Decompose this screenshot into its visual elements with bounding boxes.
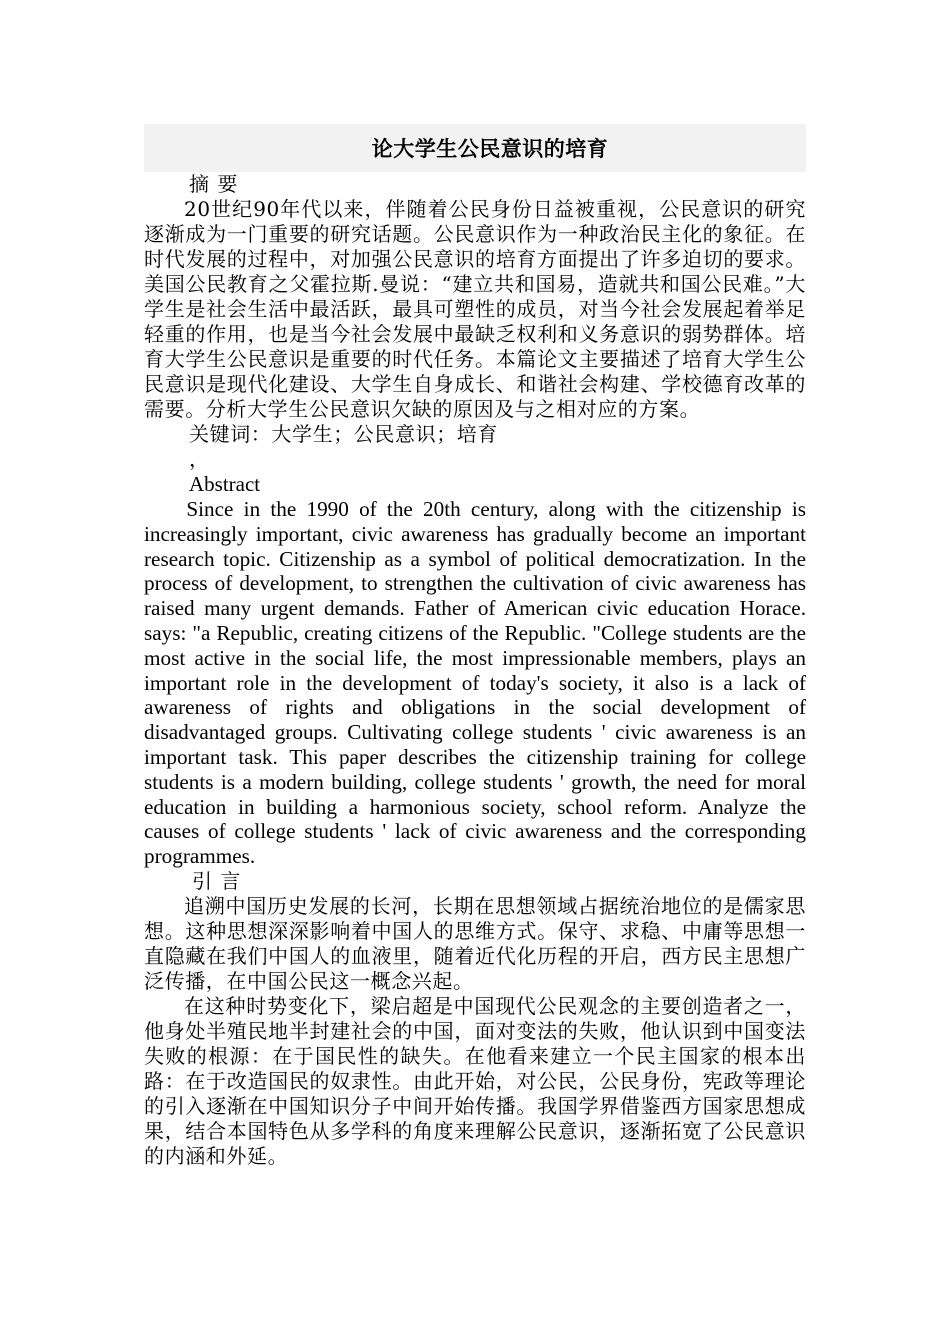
stray-mark: ， (189, 447, 209, 471)
abstract-en-heading: Abstract (189, 472, 261, 496)
keywords-line: 关键词：大学生；公民意识；培育 (189, 422, 498, 446)
page-title: 论大学生公民意识的培育 (371, 137, 609, 161)
introduction-paragraph: 在这种时势变化下，梁启超是中国现代公民观念的主要创造者之一，他身处半殖民地半封建社会的中国，面对变法的失败，他认识到中国变法失败的根源：在于国民性的缺失。在他看来建立一个民主国家的根本出路：在于改造国民的奴隶性。由此开始，对公民，公民身份，宪政等理论的引入逐渐在中国知识分子中间开始传播。我国学界借鉴西方国家思想成果，结合本国特色从多学科的角度来理解公民意识，逐渐拓宽了公民意识的内涵和外延。 (144, 993, 806, 1168)
abstract-cn-body: 20世纪90年代以来，伴随着公民身份日益被重视，公民意识的研究逐渐成为一门重要的研究话题。公民意识作为一种政治民主化的象征。在时代发展的过程中，对加强公民意识的培育方面提出了许多迫切的要求。美国公民教育之父霍拉斯.曼说：“建立共和国易，造就共和国公民难。”大学生是社会生活中最活跃，最具可塑性的成员，对当今社会发展起着举足轻重的作用，也是当今社会发展中最缺乏权利和义务意识的弱势群体。培育大学生公民意识是重要的时代任务。本篇论文主要描述了培育大学生公民意识是现代化建设、大学生自身成长、和谐社会构建、学校德育改革的需要。分析大学生公民意识欠缺的原因及与之相对应的方案。 (144, 197, 806, 421)
title-bar (144, 124, 806, 172)
introduction-heading: 引 言 (192, 868, 242, 893)
document-page (144, 124, 806, 1169)
introduction-paragraph: 追溯中国历史发展的长河，长期在思想领域占据统治地位的是儒家思想。这种思想深深影响着中国人的思维方式。保守、求稳、中庸等思想一直隐藏在我们中国人的血液里，随着近代化历程的开启，西方民主思想广泛传播，在中国公民这一概念兴起。 (144, 893, 806, 993)
abstract-en-body: Since in the 1990 of the 20th century, along with the citizenship is increasingly important, civic awareness has gradually become an important research topic. Citizenship as a symbol of political democratization. In the process of development, to strengthen the cultivation of civic awareness has raised many urgent demands. Father of American civic education Horace. says: "a Republic, creating citizens of the Republic. "College students are the most active in the social life, the most impressionable members, plays an important role in the development of today's society, it also is a lack of awareness of rights and obligations in the social development of disadvantaged groups. Cultivating college students ' civic awareness is an important task. This paper describes the citizenship training for college students is a modern building, college students ' growth, the need for moral education in building a harmonious society, school reform. Analyze the causes of college students ' lack of civic awareness and the corresponding programmes. (144, 497, 806, 869)
abstract-cn-heading: 摘 要 (189, 172, 239, 196)
